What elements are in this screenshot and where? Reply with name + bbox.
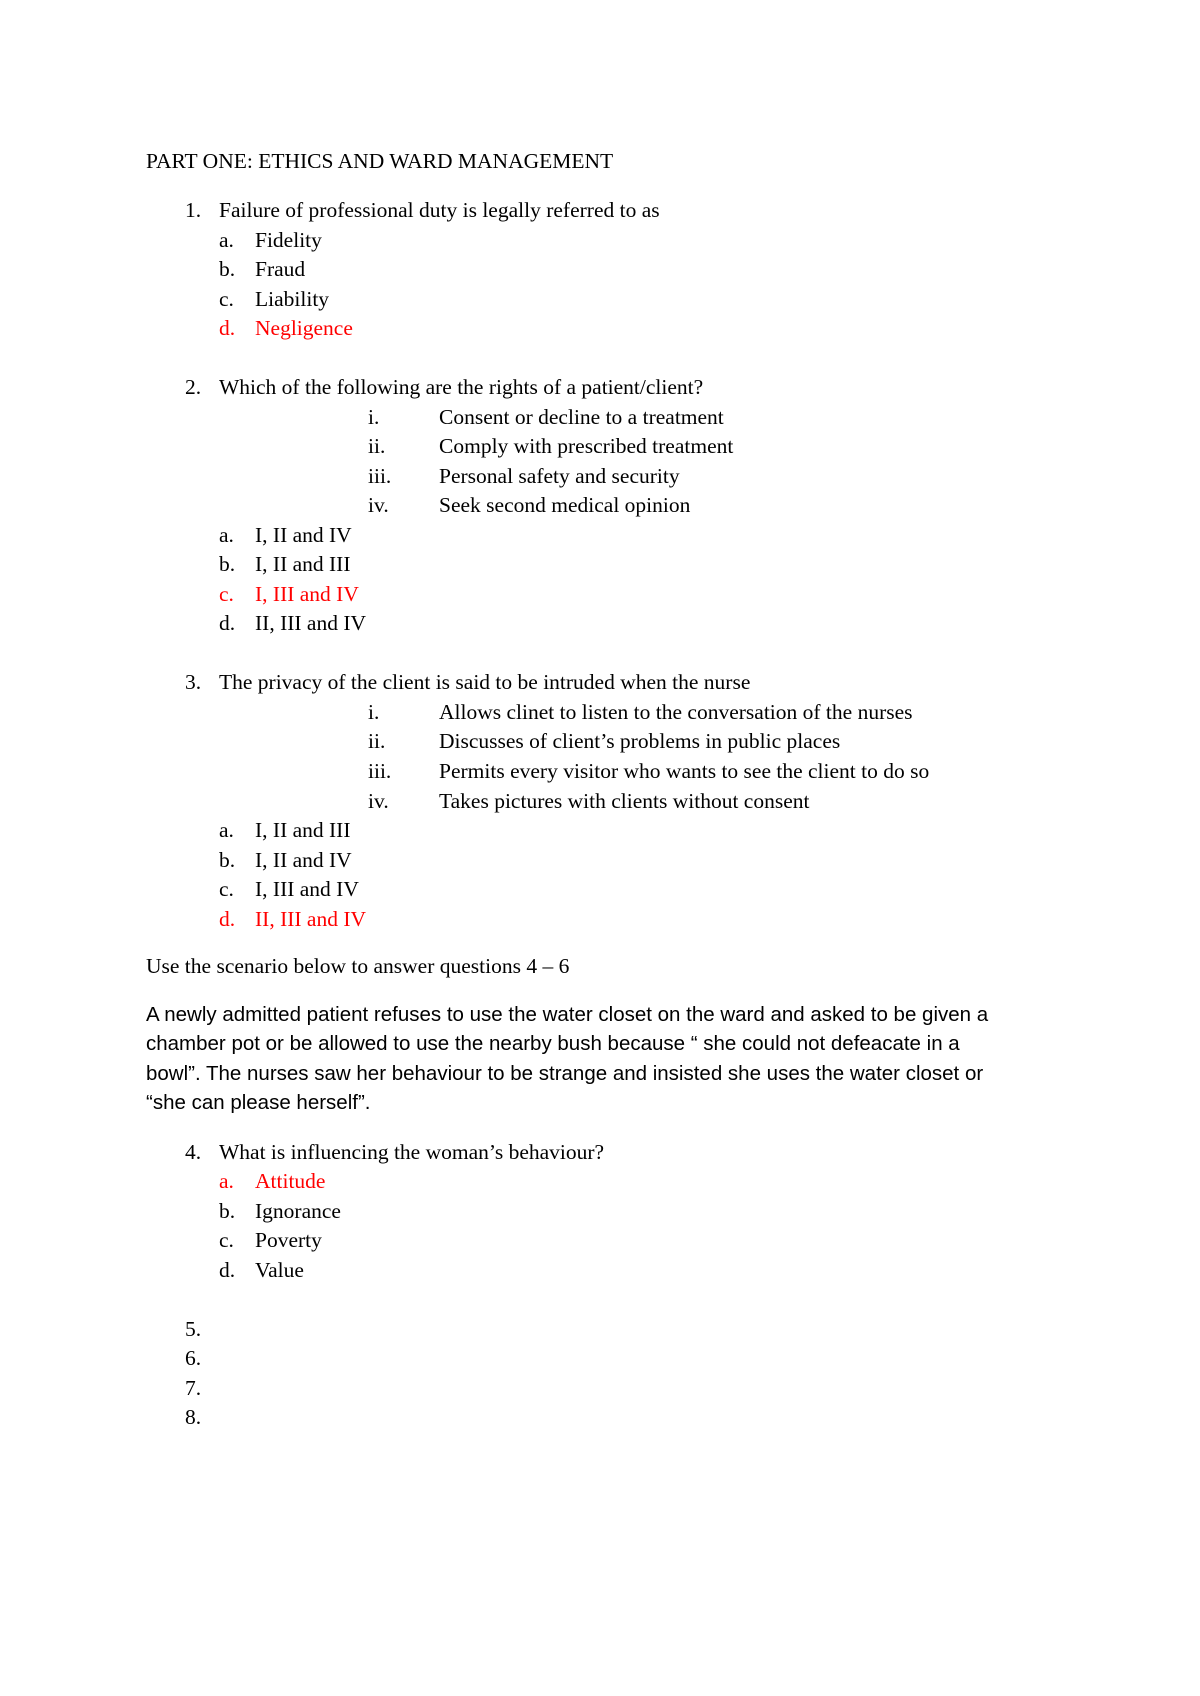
question-number: 3. bbox=[185, 670, 202, 694]
option-letter: b. bbox=[219, 257, 236, 281]
scenario-line-4: “she can please herself”. bbox=[146, 1091, 371, 1114]
statement-number: ii. bbox=[368, 729, 386, 753]
option-text: Ignorance bbox=[255, 1199, 341, 1223]
option-letter: a. bbox=[219, 818, 234, 842]
option-text: I, III and IV bbox=[255, 877, 359, 901]
option-letter: a. bbox=[219, 228, 234, 252]
question-text: Failure of professional duty is legally referred to as bbox=[219, 198, 660, 222]
scenario-line-1: A newly admitted patient refuses to use the water closet on the ward and asked to be given a bbox=[146, 1003, 989, 1026]
option-text: II, III and IV bbox=[255, 907, 367, 931]
option-text: Attitude bbox=[255, 1169, 326, 1193]
statement-text: Personal safety and security bbox=[439, 464, 680, 488]
statement-number: ii. bbox=[368, 434, 386, 458]
scenario-line-3: bowl”. The nurses saw her behaviour to be strange and insisted she uses the water closet or bbox=[146, 1062, 984, 1085]
option-text: Fidelity bbox=[255, 228, 322, 252]
scenario-intro: Use the scenario below to answer questions 4 – 6 bbox=[146, 954, 570, 978]
option-letter: a. bbox=[219, 523, 234, 547]
statement-number: iv. bbox=[368, 493, 389, 517]
statement-number: i. bbox=[368, 405, 380, 429]
statement-text: Discusses of client’s problems in public places bbox=[439, 729, 841, 753]
statement-number: iii. bbox=[368, 759, 392, 783]
option-text: I, II and III bbox=[255, 552, 351, 576]
empty-item-7: 7. bbox=[185, 1376, 202, 1400]
statement-number: iv. bbox=[368, 789, 389, 813]
option-text: Liability bbox=[255, 287, 330, 311]
option-text: I, II and IV bbox=[255, 523, 352, 547]
empty-item-6: 6. bbox=[185, 1346, 202, 1370]
option-letter: d. bbox=[219, 316, 236, 340]
empty-item-5: 5. bbox=[185, 1317, 202, 1341]
page-heading: PART ONE: ETHICS AND WARD MANAGEMENT bbox=[146, 149, 614, 173]
option-letter: c. bbox=[219, 287, 234, 311]
option-text: I, II and IV bbox=[255, 848, 352, 872]
option-letter: a. bbox=[219, 1169, 234, 1193]
question-number: 2. bbox=[185, 375, 202, 399]
option-text: Value bbox=[255, 1258, 304, 1282]
option-text: I, III and IV bbox=[255, 582, 359, 606]
question-number: 4. bbox=[185, 1140, 202, 1164]
option-text: Fraud bbox=[255, 257, 306, 281]
statement-text: Permits every visitor who wants to see the client to do so bbox=[439, 759, 930, 783]
empty-item-8: 8. bbox=[185, 1405, 202, 1429]
statement-number: iii. bbox=[368, 464, 392, 488]
question-number: 1. bbox=[185, 198, 202, 222]
option-letter: c. bbox=[219, 877, 234, 901]
question-text: The privacy of the client is said to be intruded when the nurse bbox=[219, 670, 751, 694]
option-letter: b. bbox=[219, 848, 236, 872]
statement-number: i. bbox=[368, 700, 380, 724]
question-text: What is influencing the woman’s behaviour? bbox=[219, 1140, 605, 1164]
option-text: Poverty bbox=[255, 1228, 322, 1252]
question-text: Which of the following are the rights of a patient/client? bbox=[219, 375, 704, 399]
option-letter: b. bbox=[219, 1199, 236, 1223]
statement-text: Takes pictures with clients without consent bbox=[439, 789, 810, 813]
scenario-line-2: chamber pot or be allowed to use the nearby bush because “ she could not defeacate in a bbox=[146, 1032, 960, 1055]
statement-text: Consent or decline to a treatment bbox=[439, 405, 724, 429]
option-letter: b. bbox=[219, 552, 236, 576]
option-letter: c. bbox=[219, 582, 234, 606]
option-text: Negligence bbox=[255, 316, 353, 340]
option-letter: d. bbox=[219, 611, 236, 635]
statement-text: Seek second medical opinion bbox=[439, 493, 691, 517]
statement-text: Allows clinet to listen to the conversation of the nurses bbox=[439, 700, 913, 724]
statement-text: Comply with prescribed treatment bbox=[439, 434, 734, 458]
option-text: II, III and IV bbox=[255, 611, 367, 635]
option-letter: d. bbox=[219, 907, 236, 931]
option-text: I, II and III bbox=[255, 818, 351, 842]
option-letter: d. bbox=[219, 1258, 236, 1282]
option-letter: c. bbox=[219, 1228, 234, 1252]
